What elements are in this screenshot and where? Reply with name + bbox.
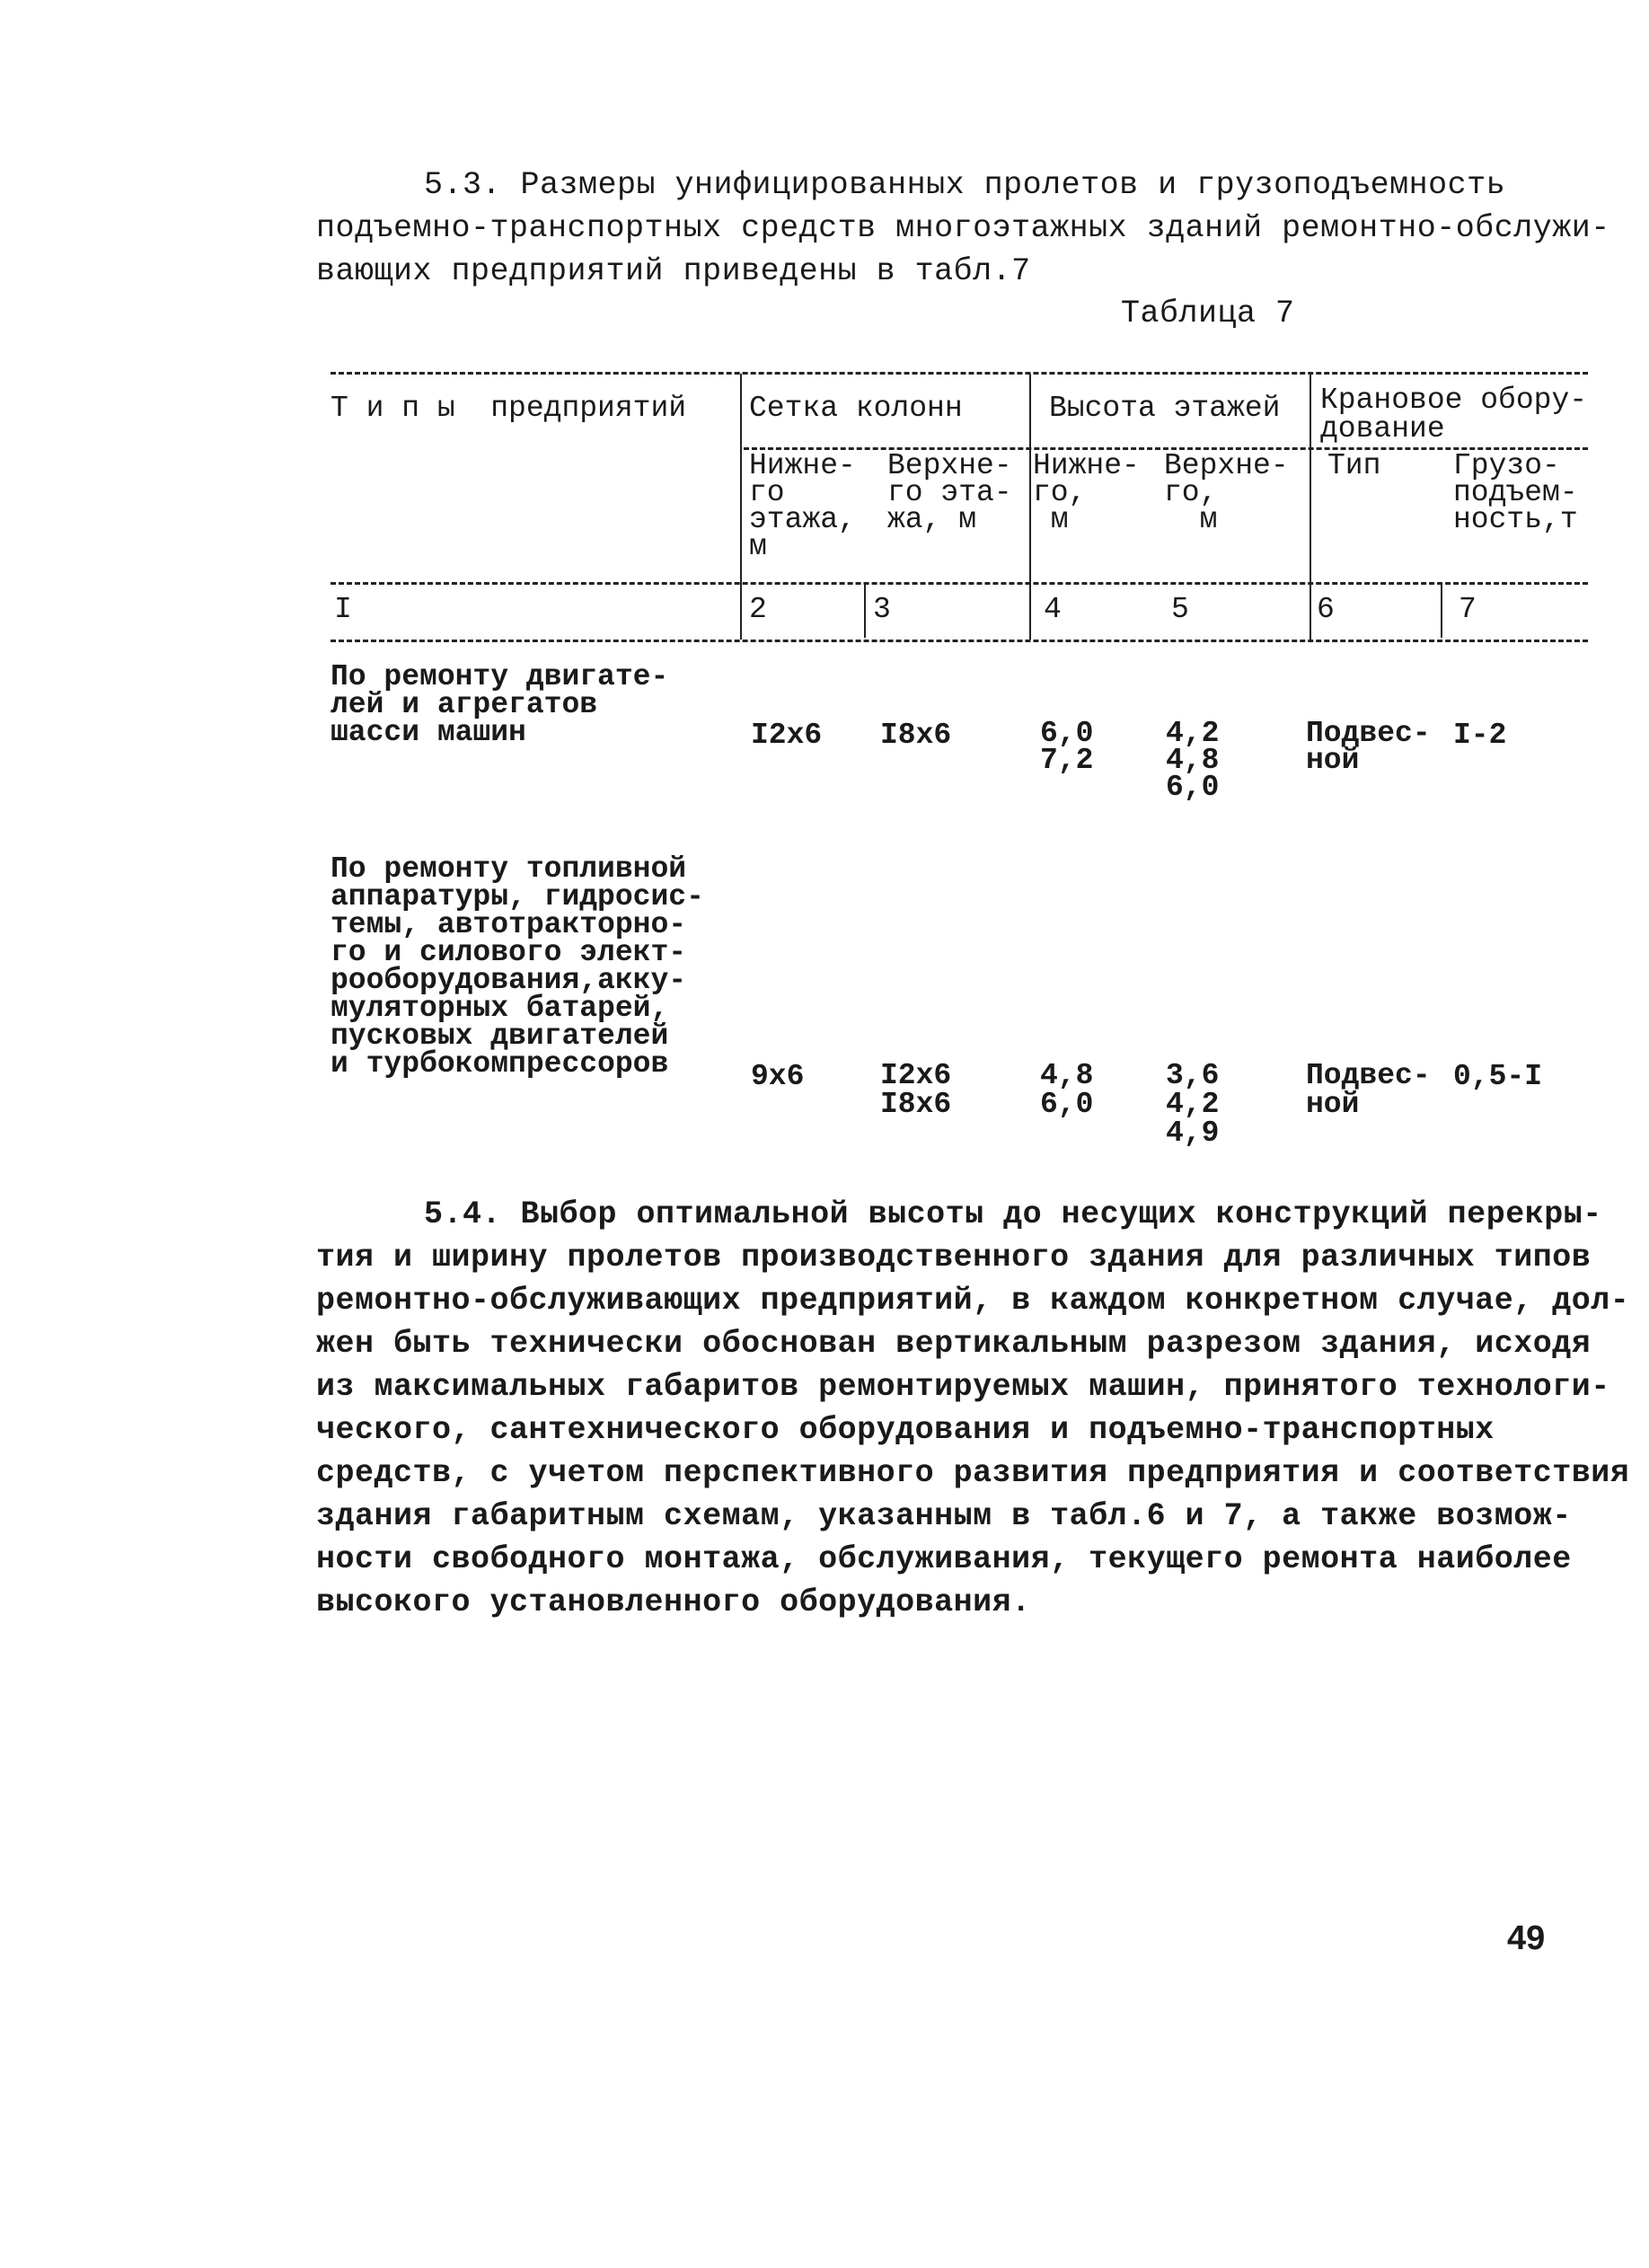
table-row-1-grid-lower: I2x6	[751, 719, 823, 752]
divider-crane	[1310, 374, 1311, 640]
header-crane: Крановое обору- дование	[1320, 384, 1588, 446]
header-grid-lower: Нижне- го этажа, м	[749, 449, 856, 563]
header-grid-upper: Верхне- го эта- жа, м	[887, 449, 1012, 536]
table-row-2-crane-type: Подвес- ной	[1306, 1059, 1431, 1121]
table-row-1-height-upper: 4,2 4,8 6,0	[1166, 717, 1220, 804]
divider-height	[1029, 374, 1031, 640]
column-number: 4	[1044, 593, 1062, 626]
header-grid: Сетка колонн	[749, 392, 963, 425]
body-line: 5.4. Выбор оптимальной высоты до несущих конструкций перекры-	[424, 1196, 1602, 1232]
table-row-1-type: По ремонту двигате- лей и агрегатов шасси машин	[331, 660, 669, 749]
column-number: I	[334, 593, 352, 626]
table-row-2-height-upper: 3,6 4,2 4,9	[1166, 1059, 1220, 1150]
intro-line: 5.3. Размеры унифицированных пролетов и грузоподъемность	[424, 167, 1506, 203]
divider-crane-sub	[1441, 584, 1442, 638]
table-row-2-grid-lower: 9x6	[751, 1060, 805, 1093]
intro-paragraph	[316, 163, 1610, 293]
body-line: ремонтно-обслуживающих предприятий, в каждом конкретном случае, дол-	[316, 1283, 1630, 1319]
body-line: высокого установленного оборудования.	[316, 1584, 1031, 1620]
rule-top	[331, 372, 1588, 375]
body-line: из максимальных габаритов ремонтируемых машин, принятого технологи-	[316, 1369, 1610, 1405]
table-row-1-crane-capacity: I-2	[1453, 719, 1507, 752]
header-crane-capacity: Грузо- подъем- ность,т	[1453, 449, 1578, 536]
body-line: жен быть технически обоснован вертикальным разрезом здания, исходя	[316, 1326, 1592, 1362]
body-paragraph	[316, 1193, 1630, 1624]
body-line: ности свободного монтажа, обслуживания, текущего ремонта наиболее	[316, 1541, 1572, 1577]
table-row-1-height-lower: 6,0 7,2	[1040, 717, 1094, 777]
table-row-1-grid-upper: I8x6	[880, 719, 952, 752]
rule-numbers-bottom	[331, 640, 1588, 642]
body-line: ческого, сантехнического оборудования и подъемно-транспортных	[316, 1412, 1495, 1448]
page-number: 49	[1507, 1919, 1546, 1957]
table-caption: Таблица 7	[1121, 296, 1295, 331]
column-number: 5	[1171, 593, 1189, 626]
table-row-2-height-lower: 4,8 6,0	[1040, 1059, 1094, 1121]
table-row-2-grid-upper: I2x6 I8x6	[880, 1059, 952, 1121]
divider-grid	[740, 374, 742, 640]
table-row-2-type: По ремонту топливной аппаратуры, гидросис- темы, автотракторно- го и силового элект- рооборудования,акку- муляторных батарей, пусковых двигателей и турбокомпрессоров	[331, 852, 704, 1081]
rule-numbers-top	[331, 582, 1588, 585]
table-row-1-crane-type: Подвес- ной	[1306, 717, 1431, 777]
header-height-upper: Верхне- го, м	[1164, 449, 1289, 536]
table-row-2-crane-capacity: 0,5-I	[1453, 1060, 1543, 1093]
header-types: Т и п ы предприятий	[331, 392, 687, 425]
divider-grid-sub	[864, 584, 866, 638]
intro-line: вающих предприятий приведены в табл.7	[316, 253, 1031, 289]
column-number: 6	[1317, 593, 1335, 626]
intro-line: подъемно-транспортных средств многоэтажных зданий ремонтно-обслужи-	[316, 210, 1610, 246]
body-line: средств, с учетом перспективного развития предприятия и соответствия	[316, 1455, 1630, 1491]
column-number: 3	[873, 593, 891, 626]
body-line: здания габаритным схемам, указанным в табл.6 и 7, а также возмож-	[316, 1498, 1572, 1534]
table-7	[331, 359, 1588, 1186]
body-line: тия и ширину пролетов производственного здания для различных типов	[316, 1240, 1592, 1275]
column-number: 2	[749, 593, 767, 626]
column-number: 7	[1459, 593, 1477, 626]
header-height-lower: Нижне- го, м	[1033, 449, 1140, 536]
header-crane-type: Тип	[1327, 449, 1381, 482]
header-height: Высота этажей	[1049, 392, 1281, 425]
